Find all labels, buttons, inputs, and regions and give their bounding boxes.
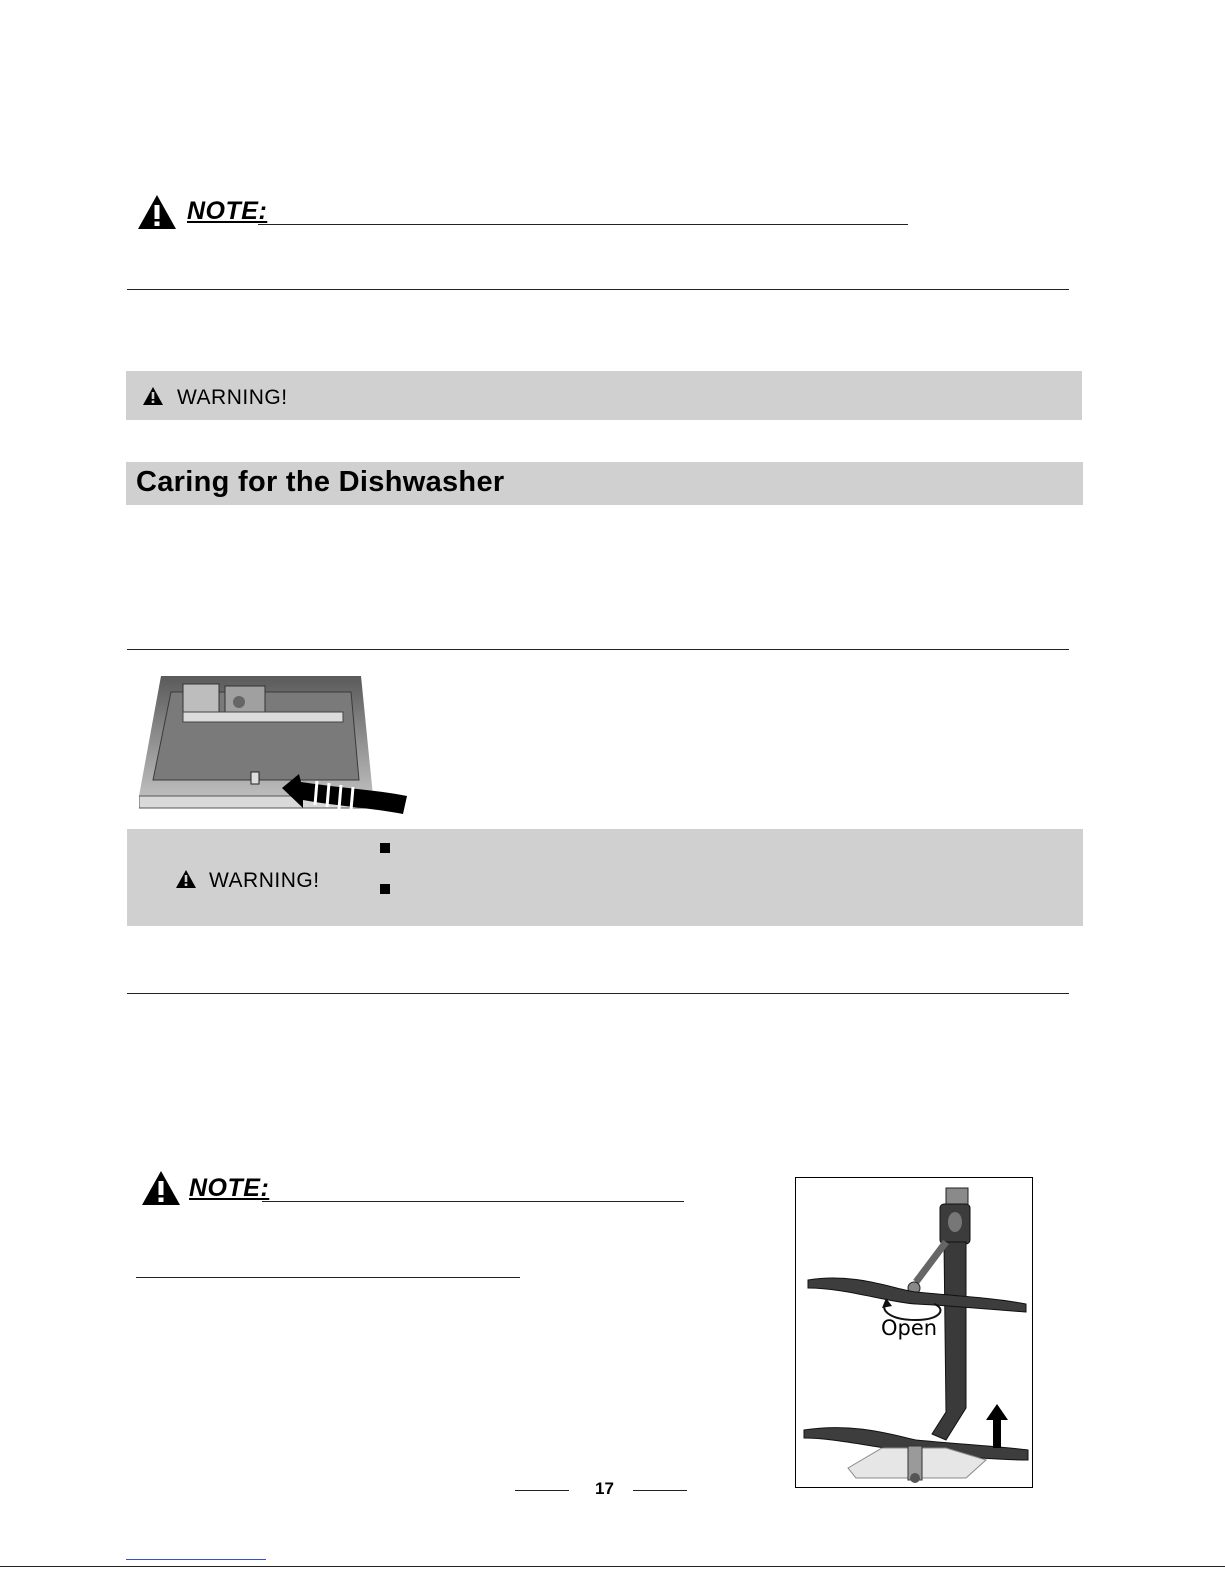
bottom-link-rule <box>126 1559 266 1560</box>
spray-arm-figure <box>795 1177 1033 1488</box>
dishwasher-filter-photo <box>139 676 411 822</box>
divider <box>127 649 1069 650</box>
note-label: NOTE: <box>189 1174 270 1202</box>
warning-label: WARNING! <box>177 386 288 409</box>
divider <box>136 1277 520 1278</box>
page-number: 17 <box>595 1479 614 1498</box>
warning-triangle-icon <box>142 386 164 406</box>
divider <box>127 993 1069 994</box>
warning-triangle-icon <box>141 1170 181 1206</box>
square-bullet-icon <box>380 843 390 853</box>
square-bullet-icon <box>380 884 390 894</box>
spray-arm-caption: Open <box>881 1316 938 1340</box>
section-title: Caring for the Dishwasher <box>136 466 505 498</box>
divider <box>127 289 1069 290</box>
arrow-up-icon <box>986 1404 1008 1448</box>
note-label: NOTE: <box>187 197 268 225</box>
warning-triangle-icon <box>175 869 197 889</box>
warning-triangle-icon <box>137 194 177 230</box>
note-underline <box>262 1201 684 1202</box>
warning-label: WARNING! <box>209 869 320 892</box>
footer-rule <box>633 1490 687 1491</box>
bottom-rule <box>0 1566 1225 1567</box>
footer-rule <box>515 1490 569 1491</box>
note-underline <box>258 224 908 225</box>
